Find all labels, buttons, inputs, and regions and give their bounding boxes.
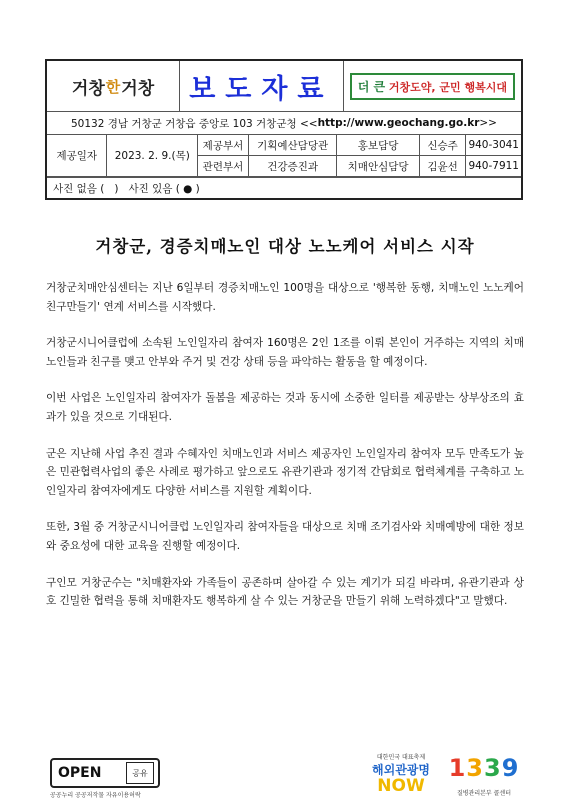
contact-person-related: 김윤선 [419,156,466,177]
date-value: 2023. 2. 9.(목) [107,135,198,177]
hotline-1339-logo [448,754,520,797]
hotline-digit: 1 [448,754,467,782]
dept-name-related: 건강증진과 [248,156,337,177]
hotline-caption: 질병관리본부 콜센터 [456,790,512,797]
phone-provide: 940-3041 [466,135,521,156]
dept-label-related: 관련부서 [198,156,249,177]
contact-info-table [47,135,521,177]
press-release-header [45,59,523,200]
press-release-title: 보도자료 [180,61,344,111]
hotline-number [448,754,520,782]
kogl-open-badge [50,758,160,788]
paragraph-5: 또한, 3월 중 거창군시니어클럽 노인일자리 참여자들을 대상으로 치매 조기검사와 치매예방에 대한 정보와 중요성에 대한 교육을 진행할 예정이다. [46,521,524,552]
homepage-link[interactable]: http://www.geochang.go.kr [317,117,480,129]
kogl-caption: 공공누리 공공저작물 자유이용허락 [50,792,141,799]
date-label: 제공일자 [47,135,107,177]
paragraph-4: 군은 지난해 사업 추진 결과 수혜자인 치매노인과 서비스 제공자인 노인일자리 참여자 모두 만족도가 높은 민관협력사업의 좋은 사례로 평가하고 앞으로도 유관기관과 정기적 간담회로 협력체계를 구축하고 노인일자리 참여자에게도 다양한 서비스를 지원할 계획이다. [46,447,524,497]
paragraph-6: 구인모 거창군수는 "치매환자와 가족들이 공존하며 살아갈 수 있는 계기가 되길 바라며, 유관기관과 상호 긴밀한 협력을 통해 치매환자도 행복하게 살 수 있는 거창군을 만들기 위해 노력하겠다"고 말했다. [46,576,524,608]
paragraph-3: 이번 사업은 노인일자리 참여자가 돌봄을 제공하는 것과 동시에 소중한 일터를 제공받는 상부상조의 효과가 있을 것으로 기대된다. [46,392,524,423]
logo-emblem-icon: 한 [105,77,121,96]
address-line [47,112,521,135]
now-top-text: 대한민국 대표축제 [376,754,426,761]
logo-text-right: 거창 [121,78,155,99]
table-row [47,135,521,156]
slogan-lead: 더 큰 [357,79,386,94]
dept-name-provide: 기획예산담당관 [248,135,337,156]
slogan-text: 거창도약, 군민 행복시대 [385,80,507,94]
address-tail: >> [479,117,497,129]
photo-status: 사진 없음 ( ) 사진 있음 ( ● ) [47,177,521,198]
team-name-provide: 홍보담당 [337,135,419,156]
dept-label-provide: 제공부서 [198,135,249,156]
page-footer [0,752,570,802]
logo-text-left: 거창 [71,78,105,99]
now-mid-text: 해외관광명 [372,763,430,777]
tourism-now-logo [366,752,436,796]
header-top-row [47,61,521,112]
paragraph-2: 거창군시니어클럽에 소속된 노인일자리 참여자 160명은 2인 1조를 이뤄 본인이 거주하는 지역의 치매노인들과 친구를 맺고 안부와 주거 및 건강 상태 등을 파악하는 활동을 할 예정이다. [46,337,524,368]
address-text: 50132 경남 거창군 거창읍 중앙로 103 거창군청 << [71,117,318,130]
geochang-logo [47,61,180,111]
phone-related: 940-7911 [466,156,521,177]
article-body [46,279,524,629]
hotline-digit: 9 [501,754,520,782]
hotline-digit: 3 [466,754,484,782]
contact-person-provide: 신승주 [419,135,466,156]
kogl-open-label: OPEN [58,765,102,781]
hotline-digit: 3 [484,754,502,782]
team-name-related: 치매안심담당 [337,156,419,177]
slogan-badge [350,73,515,100]
article-title: 거창군, 경증치매노인 대상 노노케어 서비스 시작 [95,237,475,256]
paragraph-1: 거창군치매안심센터는 지난 6일부터 경증치매노인 100명을 대상으로 '행복한 동행, 치매노인 노노케어 친구만들기' 연계 서비스를 시작했다. [46,282,524,313]
now-big-text: NOW [377,776,425,796]
slogan-area [344,61,521,111]
kogl-type-icon: 공유 [126,762,154,784]
